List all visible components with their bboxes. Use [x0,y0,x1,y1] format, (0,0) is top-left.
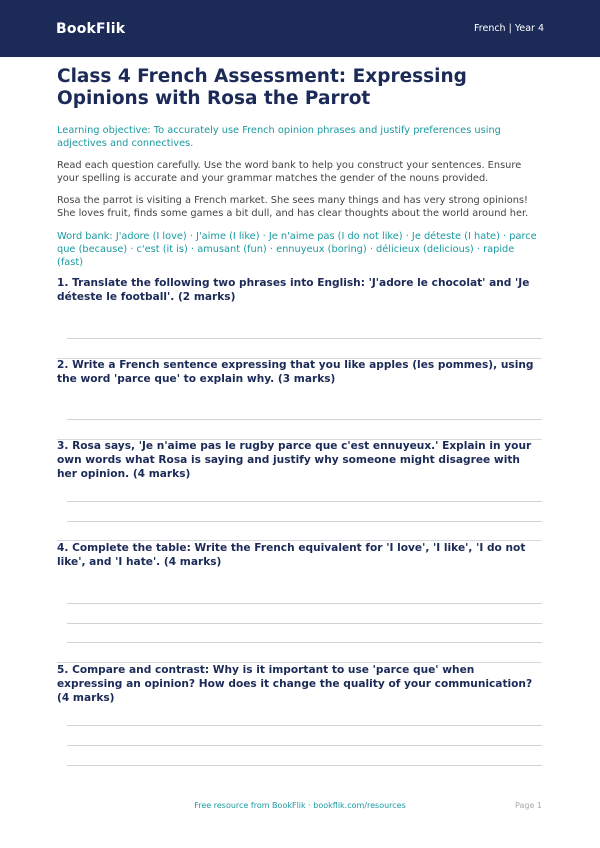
answer-line[interactable] [67,603,542,604]
answer-line[interactable] [67,501,542,502]
question-text: 3. Rosa says, 'Je n'aime pas le rugby parce que c'est ennuyeux.' Explain in your own words what Rosa is saying and justify why someone might disagree with her opinion. (4 marks) [57,440,532,480]
question-5 [57,663,542,705]
answer-line[interactable] [67,765,542,766]
question-text: 4. Complete the table: Write the French equivalent for 'I love', 'I like', 'I do not like', and 'I hate'. (4 marks) [57,542,526,568]
subject-label: French | Year 4 [474,23,544,34]
question-3 [57,439,542,481]
question-4 [57,541,542,569]
page-title: Class 4 French Assessment: Expressing Opinions with Rosa the Parrot [57,66,467,109]
answer-line[interactable] [67,725,542,726]
answer-line[interactable] [67,642,542,643]
answer-line[interactable] [67,338,542,339]
intro-section [0,66,600,269]
word-bank: Word bank: J'adore (I love) · J'aime (I like) · Je n'aime pas (I do not like) · Je déteste (I hate) · parce que (because) · c'est (it is) · amusant (fun) · ennuyeux (boring) · délicieux (delicious) · rapide (fast) [57,231,537,268]
footer-credit-link[interactable]: Free resource from BookFlik · bookflik.com/resources [194,801,406,810]
story-text: Rosa the parrot is visiting a French market. She sees many things and has very strong opinions! She loves fruit, finds some games a bit dull, and has clear thoughts about the world around her. [57,195,529,219]
question-1 [57,276,542,304]
brand-logo[interactable]: BookFlik [56,20,126,37]
question-2 [57,358,542,386]
answer-line[interactable] [67,623,542,624]
answer-line[interactable] [67,521,542,522]
answer-line[interactable] [67,745,542,746]
site-header [0,0,600,57]
answer-line[interactable] [67,419,542,420]
learning-objective: Learning objective: To accurately use French opinion phrases and justify preferences using adjectives and connectives. [57,125,501,149]
question-text: 1. Translate the following two phrases into English: 'J'adore le chocolat' and 'Je déteste le football'. (2 marks) [57,277,530,303]
page-footer [0,801,600,815]
page-number: Page 1 [515,801,542,810]
question-text: 2. Write a French sentence expressing that you like apples (les pommes), using the word 'parce que' to explain why. (3 marks) [57,359,534,385]
instructions-text: Read each question carefully. Use the word bank to help you construct your sentences. Ensure your spelling is accurate and your grammar matches the gender of the nouns provided. [57,160,522,184]
question-text: 5. Compare and contrast: Why is it important to use 'parce que' when expressing an opinion? How does it change the quality of your communication? (4 marks) [57,664,533,704]
